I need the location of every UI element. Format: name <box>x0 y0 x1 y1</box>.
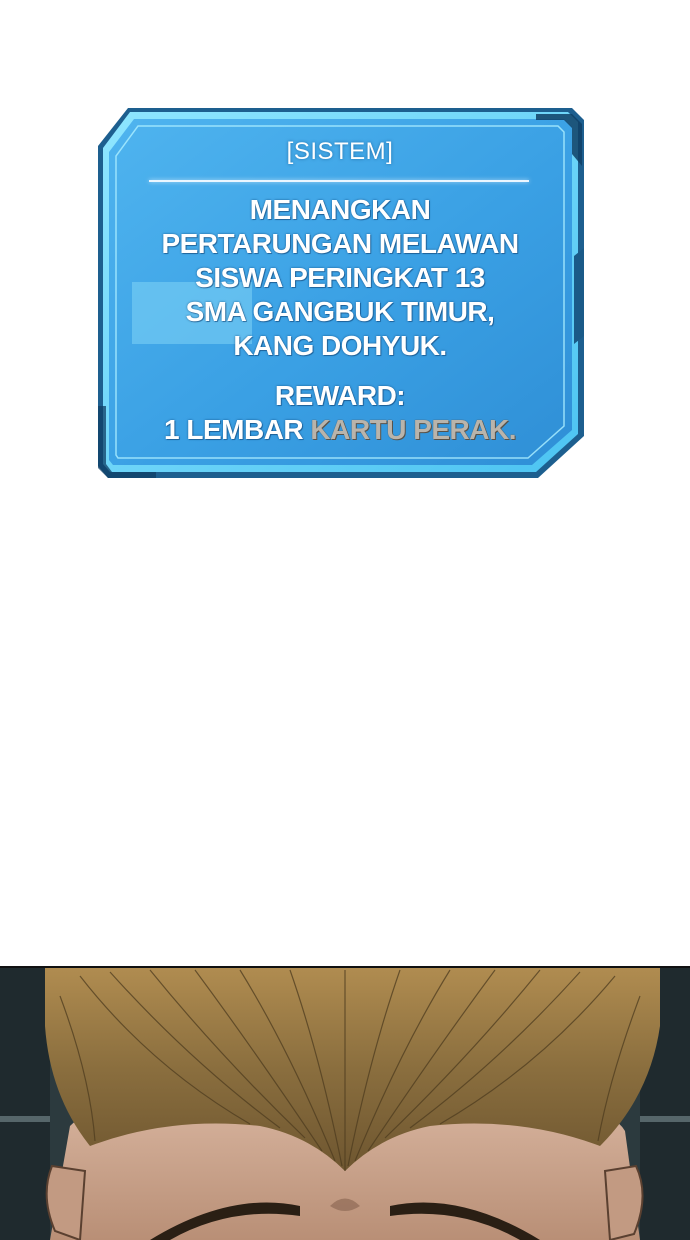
reward-prefix: 1 LEMBAR <box>164 414 304 445</box>
panel-divider <box>149 180 529 182</box>
message-line: SISWA PERINGKAT 13 <box>195 262 485 293</box>
panel-title: [SISTEM] <box>286 138 394 165</box>
message-line: SMA GANGBUK TIMUR, <box>185 296 495 327</box>
reward-label: REWARD: <box>274 380 406 411</box>
reward-block <box>126 379 554 447</box>
message-line: PERTARUNGAN MELAWAN <box>161 228 519 259</box>
system-panel <box>96 106 584 480</box>
panel-message <box>126 193 554 363</box>
character-hair-illustration <box>0 966 690 1240</box>
message-line: KANG DOHYUK. <box>233 330 447 361</box>
reward-line <box>126 413 554 447</box>
reward-item: KARTU PERAK. <box>310 414 516 445</box>
message-line: MENANGKAN <box>249 194 431 225</box>
